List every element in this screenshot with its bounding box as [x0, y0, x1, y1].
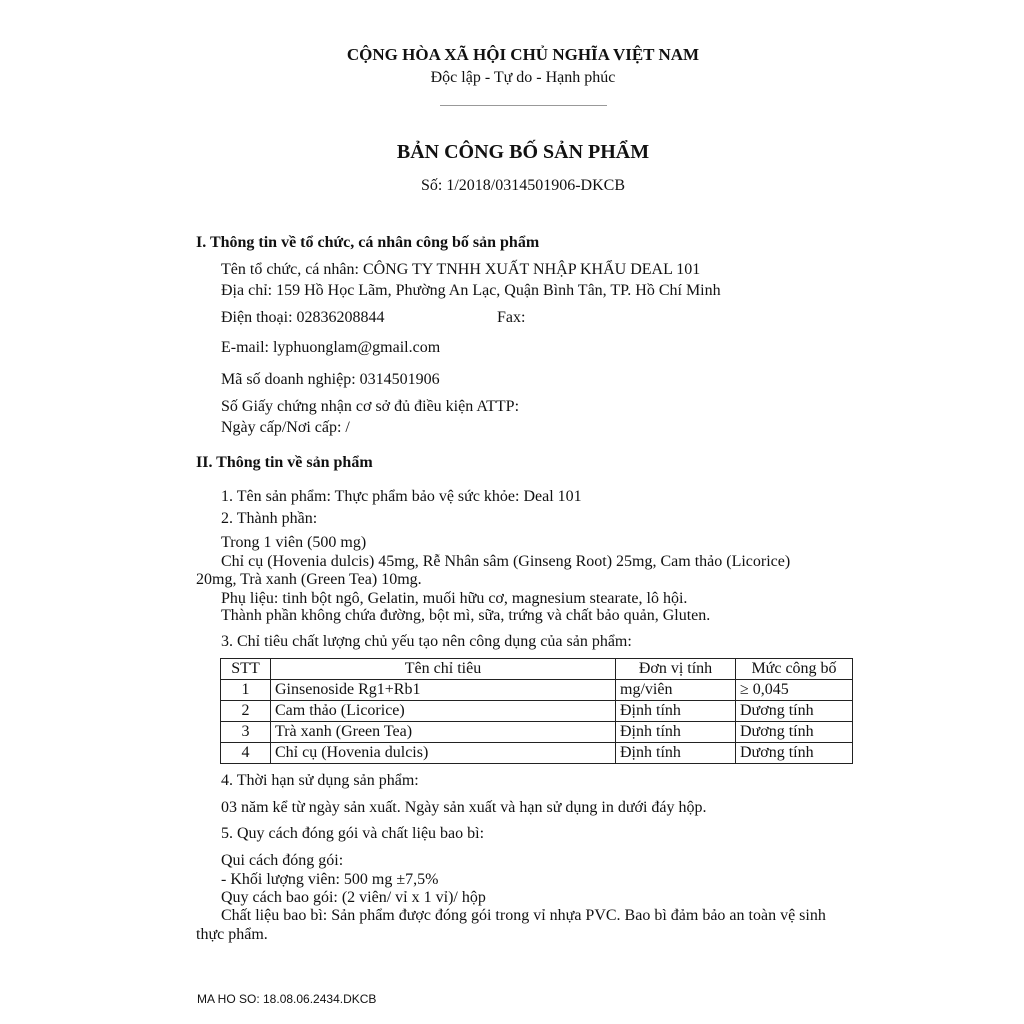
- col-level: Mức công bố: [736, 659, 853, 680]
- file-code-footer: MA HO SO: 18.08.06.2434.DKCB: [197, 992, 377, 1006]
- cell: Định tính: [616, 743, 736, 764]
- cell: 3: [221, 722, 271, 743]
- material-line1: Chất liệu bao bì: Sản phẩm được đóng gói trong vỉ nhựa PVC. Bao bì đảm bảo an toàn vệ sinh: [221, 907, 826, 924]
- nation-heading: CỘNG HÒA XÃ HỘI CHỦ NGHĨA VIỆT NAM: [346, 45, 700, 64]
- product-name: 1. Tên sản phẩm: Thực phẩm bảo vệ sức khỏe: Deal 101: [221, 488, 582, 505]
- cell: Dương tính: [736, 722, 853, 743]
- col-unit: Đơn vị tính: [616, 659, 736, 680]
- phone: Điện thoại: 02836208844: [221, 309, 385, 326]
- section1-heading: I. Thông tin về tổ chức, cá nhân công bố sản phẩm: [196, 234, 540, 251]
- address: Địa chỉ: 159 Hồ Học Lãm, Phường An Lạc, Quận Bình Tân, TP. Hồ Chí Minh: [221, 282, 721, 299]
- cell: Dương tính: [736, 743, 853, 764]
- table-row: [221, 722, 853, 743]
- table-row: [221, 743, 853, 764]
- fax: Fax:: [497, 309, 526, 326]
- free-of: Thành phần không chứa đường, bột mì, sữa, trứng và chất bảo quản, Gluten.: [221, 607, 711, 624]
- cell: Chỉ cụ (Hovenia dulcis): [271, 743, 616, 764]
- col-criterion: Tên chỉ tiêu: [271, 659, 616, 680]
- cell: Ginsenoside Rg1+Rb1: [271, 680, 616, 701]
- section2-heading: II. Thông tin về sản phẩm: [196, 454, 373, 471]
- cell: 4: [221, 743, 271, 764]
- table-row: [221, 701, 853, 722]
- cell: Cam thảo (Licorice): [271, 701, 616, 722]
- divider: [440, 105, 607, 106]
- cell: Dương tính: [736, 701, 853, 722]
- table-header-row: [221, 659, 853, 680]
- shelf-life-label: 4. Thời hạn sử dụng sản phẩm:: [221, 772, 419, 789]
- motto: Độc lập - Tự do - Hạnh phúc: [430, 69, 616, 86]
- cell: 2: [221, 701, 271, 722]
- table-row: [221, 680, 853, 701]
- pack-format: Quy cách bao gói: (2 viên/ vỉ x 1 vỉ)/ hộp: [221, 889, 486, 906]
- ingredients-line2: 20mg, Trà xanh (Green Tea) 10mg.: [196, 571, 422, 588]
- food-safety-cert: Số Giấy chứng nhận cơ sở đủ điều kiện ATTP:: [221, 398, 520, 415]
- material-line2: thực phẩm.: [196, 926, 268, 943]
- col-stt: STT: [221, 659, 271, 680]
- ingredients-label: 2. Thành phần:: [221, 510, 318, 527]
- cell: Định tính: [616, 701, 736, 722]
- packaging-label: 5. Quy cách đóng gói và chất liệu bao bì:: [221, 825, 485, 842]
- packaging-spec: Qui cách đóng gói:: [221, 852, 344, 869]
- org-name: Tên tổ chức, cá nhân: CÔNG TY TNHH XUẤT NHẬP KHẨU DEAL 101: [221, 261, 701, 278]
- shelf-life: 03 năm kể từ ngày sản xuất. Ngày sản xuất và hạn sử dụng in dưới đáy hộp.: [221, 799, 707, 816]
- ingredients-line1: Chỉ cụ (Hovenia dulcis) 45mg, Rễ Nhân sâm (Ginseng Root) 25mg, Cam thảo (Licorice): [221, 553, 791, 570]
- tax-code: Mã số doanh nghiệp: 0314501906: [221, 371, 440, 388]
- per-tablet: Trong 1 viên (500 mg): [221, 534, 367, 551]
- cell: ≥ 0,045: [736, 680, 853, 701]
- issue-info: Ngày cấp/Nơi cấp: /: [221, 419, 350, 436]
- cell: Định tính: [616, 722, 736, 743]
- excipients: Phụ liệu: tinh bột ngô, Gelatin, muối hữu cơ, magnesium stearate, lô hội.: [221, 590, 688, 607]
- email: E-mail: lyphuonglam@gmail.com: [221, 339, 441, 356]
- quality-label: 3. Chỉ tiêu chất lượng chủ yếu tạo nên công dụng của sản phẩm:: [221, 633, 632, 650]
- cell: Trà xanh (Green Tea): [271, 722, 616, 743]
- tablet-weight: - Khối lượng viên: 500 mg ±7,5%: [221, 871, 439, 888]
- cell: 1: [221, 680, 271, 701]
- quality-table: [220, 658, 853, 764]
- document-number: Số: 1/2018/0314501906-DKCB: [420, 177, 625, 194]
- cell: mg/viên: [616, 680, 736, 701]
- document-title: BẢN CÔNG BỐ SẢN PHẨM: [396, 141, 650, 163]
